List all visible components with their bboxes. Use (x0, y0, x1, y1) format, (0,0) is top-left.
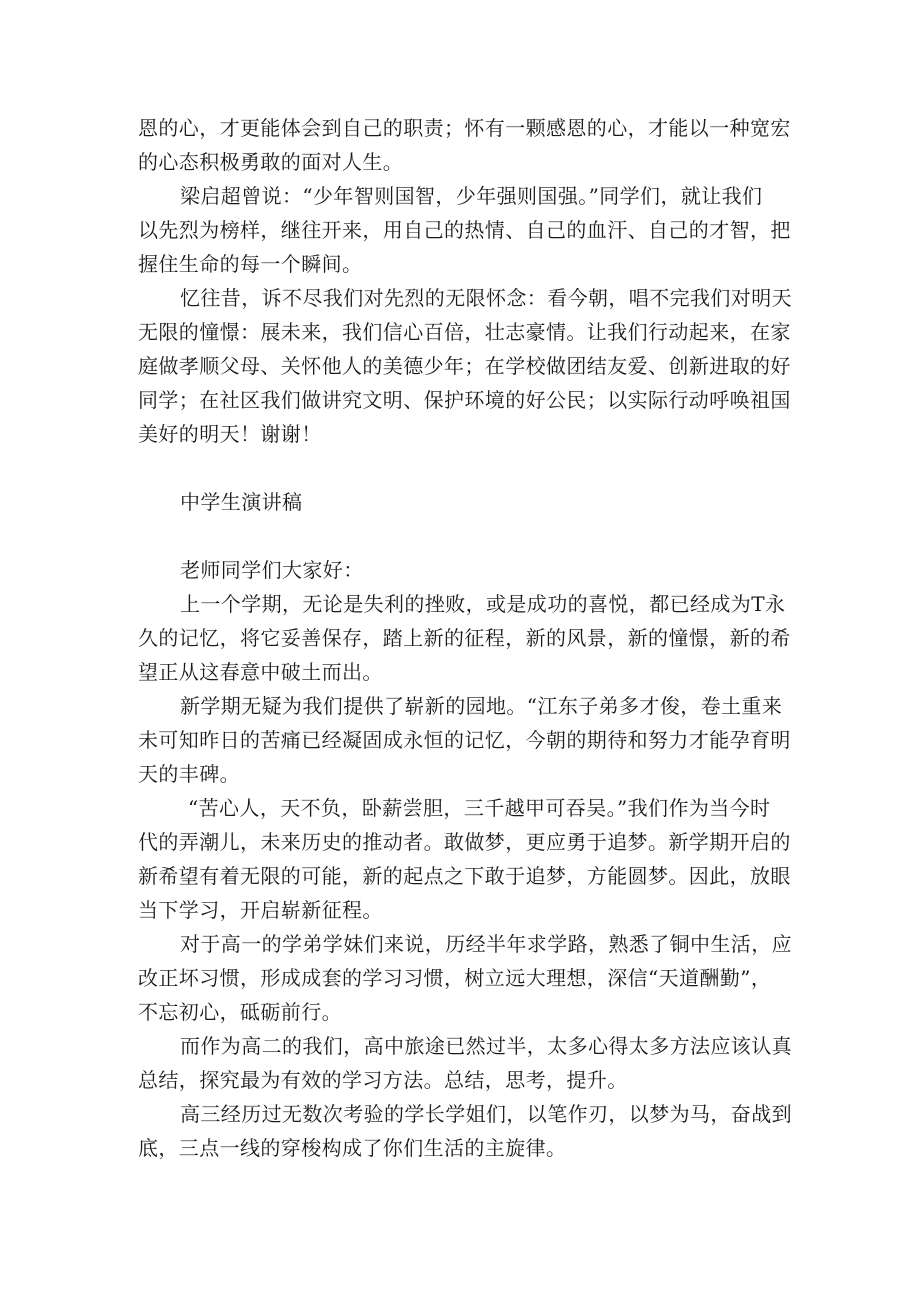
text-line: 底，三点一线的穿梭构成了你们生活的主旋律。 (138, 1136, 567, 1160)
text-line: 天的丰碑。 (138, 762, 240, 786)
greeting: 老师同学们大家好： (180, 558, 364, 582)
text-line: 总结，探究最为有效的学习方法。总结，思考，提升。 (138, 1068, 628, 1092)
text-line: 以先烈为榜样，继往开来，用自己的热情、自己的血汗、自己的才智，把 (138, 218, 791, 242)
paragraph-start: 而作为高二的我们，高中旅途已然过半，太多心得太多方法应该认真 (180, 1034, 792, 1058)
text-line: 望正从这春意中破土而出。 (138, 660, 383, 684)
paragraph-start: 梁启超曾说：“少年智则国智，少年强则国强。”同学们，就让我们 (180, 184, 763, 208)
text-line: 美好的明天！谢谢！ (138, 422, 322, 446)
text-line: 久的记忆，将它妥善保存，踏上新的征程，新的风景，新的憧憬，新的希 (138, 626, 791, 650)
section-title: 中学生演讲稿 (180, 490, 303, 514)
text-line: 新希望有着无限的可能，新的起点之下敢于追梦，方能圆梦。因此，放眼 (138, 864, 791, 888)
paragraph-start: 忆往昔，诉不尽我们对先烈的无限怀念：看今朝，唱不完我们对明天 (180, 286, 792, 310)
text-line: 不忘初心，砥砺前行。 (138, 1000, 342, 1024)
text-line: 的心态积极勇敢的面对人生。 (138, 150, 404, 174)
text-line: 当下学习，开启崭新征程。 (138, 898, 383, 922)
text-line: 恩的心，才更能体会到自己的职责；怀有一颗感恩的心，才能以一种宽宏 (138, 116, 791, 140)
paragraph-start: 上一个学期，无论是失利的挫败，或是成功的喜悦，都已经成为T永 (180, 592, 786, 616)
paragraph-start: “苦心人，天不负，卧薪尝胆，三千越甲可吞吴。”我们作为当今时 (188, 796, 771, 820)
text-line: 庭做孝顺父母、关怀他人的美德少年；在学校做团结友爱、创新进取的好 (138, 354, 791, 378)
text-line: 未可知昨日的苦痛已经凝固成永恒的记忆，今朝的期待和努力才能孕育明 (138, 728, 791, 752)
paragraph-start: 高三经历过无数次考验的学长学姐们，以笔作刃，以梦为马，奋战到 (180, 1102, 792, 1126)
text-line: 同学；在社区我们做讲究文明、保护环境的好公民；以实际行动呼唤祖国 (138, 388, 791, 412)
text-line: 改正坏习惯，形成成套的学习习惯，树立远大理想，深信“天道酬勤”， (138, 966, 772, 990)
text-line: 握住生命的每一个瞬间。 (138, 252, 363, 276)
text-line: 代的弄潮儿，未来历史的推动者。敢做梦，更应勇于追梦。新学期开启的 (138, 830, 791, 854)
text-line: 无限的憧憬：展未来，我们信心百倍，壮志豪情。让我们行动起来，在家 (138, 320, 791, 344)
paragraph-start: 对于高一的学弟学妹们来说，历经半年求学路，熟悉了铜中生活，应 (180, 932, 792, 956)
paragraph-start: 新学期无疑为我们提供了崭新的园地。“江东子弟多才俊，卷土重来 (180, 694, 783, 718)
